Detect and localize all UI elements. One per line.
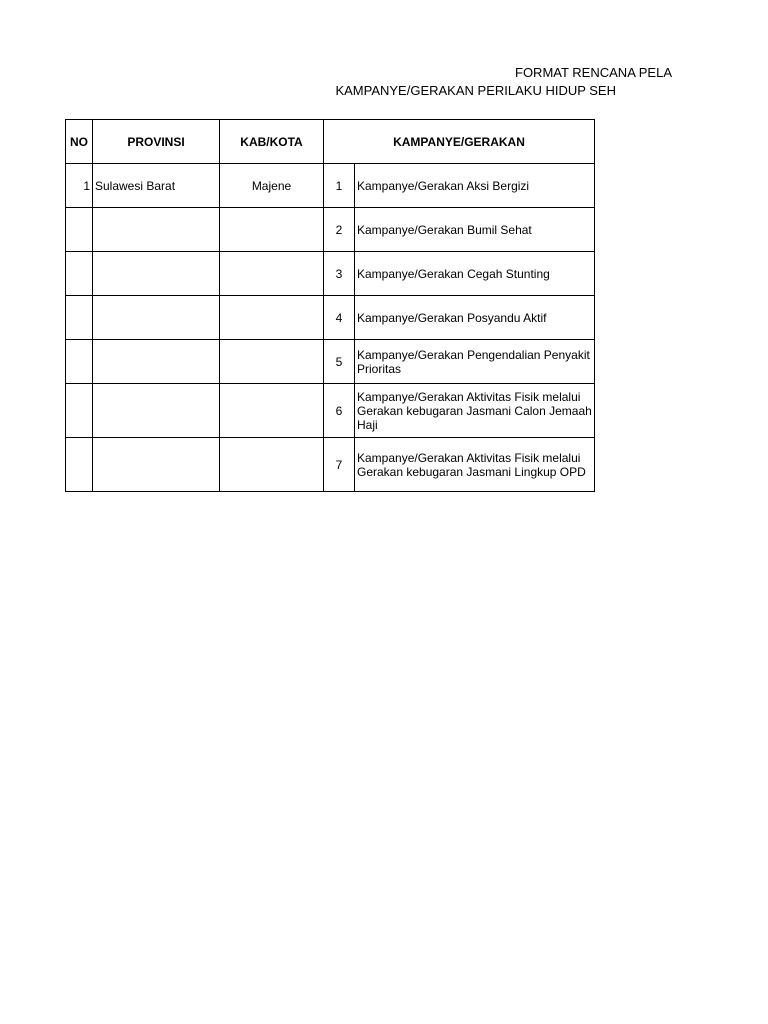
cell-campaign-name[interactable]: Kampanye/Gerakan Bumil Sehat [355, 208, 595, 252]
cell-campaign-name[interactable]: Kampanye/Gerakan Aktivitas Fisik melalui Gerakan kebugaran Jasmani Calon Jemaah Haji [355, 384, 595, 438]
title-line-2-text: KAMPANYE/GERAKAN PERILAKU HIDUP SEH [335, 83, 616, 98]
column-header-kampanye-gerakan[interactable]: KAMPANYE/GERAKAN [324, 120, 595, 164]
cell-campaign-name[interactable]: Kampanye/Gerakan Cegah Stunting [355, 252, 595, 296]
cell-provinsi[interactable] [93, 340, 220, 384]
cell-no[interactable] [66, 252, 93, 296]
cell-kab-kota[interactable] [220, 208, 324, 252]
table-header-row [66, 120, 595, 164]
cell-campaign-index[interactable]: 7 [324, 438, 355, 492]
cell-provinsi[interactable] [93, 208, 220, 252]
cell-no[interactable] [66, 384, 93, 438]
cell-kab-kota[interactable] [220, 438, 324, 492]
cell-provinsi[interactable]: Sulawesi Barat [93, 164, 220, 208]
cell-kab-kota[interactable] [220, 296, 324, 340]
cell-provinsi[interactable] [93, 252, 220, 296]
cell-no[interactable] [66, 296, 93, 340]
table-row [66, 208, 595, 252]
column-header-kab-kota[interactable]: KAB/KOTA [220, 120, 324, 164]
table-row [66, 252, 595, 296]
cell-campaign-index[interactable]: 2 [324, 208, 355, 252]
cell-no[interactable] [66, 340, 93, 384]
cell-kab-kota[interactable]: Majene [220, 164, 324, 208]
cell-campaign-index[interactable]: 5 [324, 340, 355, 384]
cell-campaign-name[interactable]: Kampanye/Gerakan Pengendalian Penyakit Prioritas [355, 340, 595, 384]
cell-provinsi[interactable] [93, 438, 220, 492]
cell-campaign-name[interactable]: Kampanye/Gerakan Aksi Bergizi [355, 164, 595, 208]
cell-kab-kota[interactable] [220, 384, 324, 438]
campaign-plan-table [65, 119, 595, 492]
column-header-no[interactable]: NO [66, 120, 93, 164]
cell-campaign-name[interactable]: Kampanye/Gerakan Aktivitas Fisik melalui Gerakan kebugaran Jasmani Lingkup OPD [355, 438, 595, 492]
table-row [66, 296, 595, 340]
cell-no[interactable]: 1 [66, 164, 93, 208]
cell-campaign-name[interactable]: Kampanye/Gerakan Posyandu Aktif [355, 296, 595, 340]
cell-kab-kota[interactable] [220, 340, 324, 384]
cell-campaign-index[interactable]: 3 [324, 252, 355, 296]
cell-campaign-index[interactable]: 1 [324, 164, 355, 208]
cell-no[interactable] [66, 208, 93, 252]
title-line-1-text: FORMAT RENCANA PELA [515, 65, 672, 80]
cell-provinsi[interactable] [93, 384, 220, 438]
document-title-line-1 [0, 65, 672, 83]
table-row [66, 384, 595, 438]
table-row [66, 340, 595, 384]
table-row [66, 164, 595, 208]
table-row [66, 438, 595, 492]
cell-kab-kota[interactable] [220, 252, 324, 296]
cell-campaign-index[interactable]: 4 [324, 296, 355, 340]
cell-no[interactable] [66, 438, 93, 492]
column-header-provinsi[interactable]: PROVINSI [93, 120, 220, 164]
cell-campaign-index[interactable]: 6 [324, 384, 355, 438]
cell-provinsi[interactable] [93, 296, 220, 340]
document-title-line-2 [0, 83, 616, 101]
